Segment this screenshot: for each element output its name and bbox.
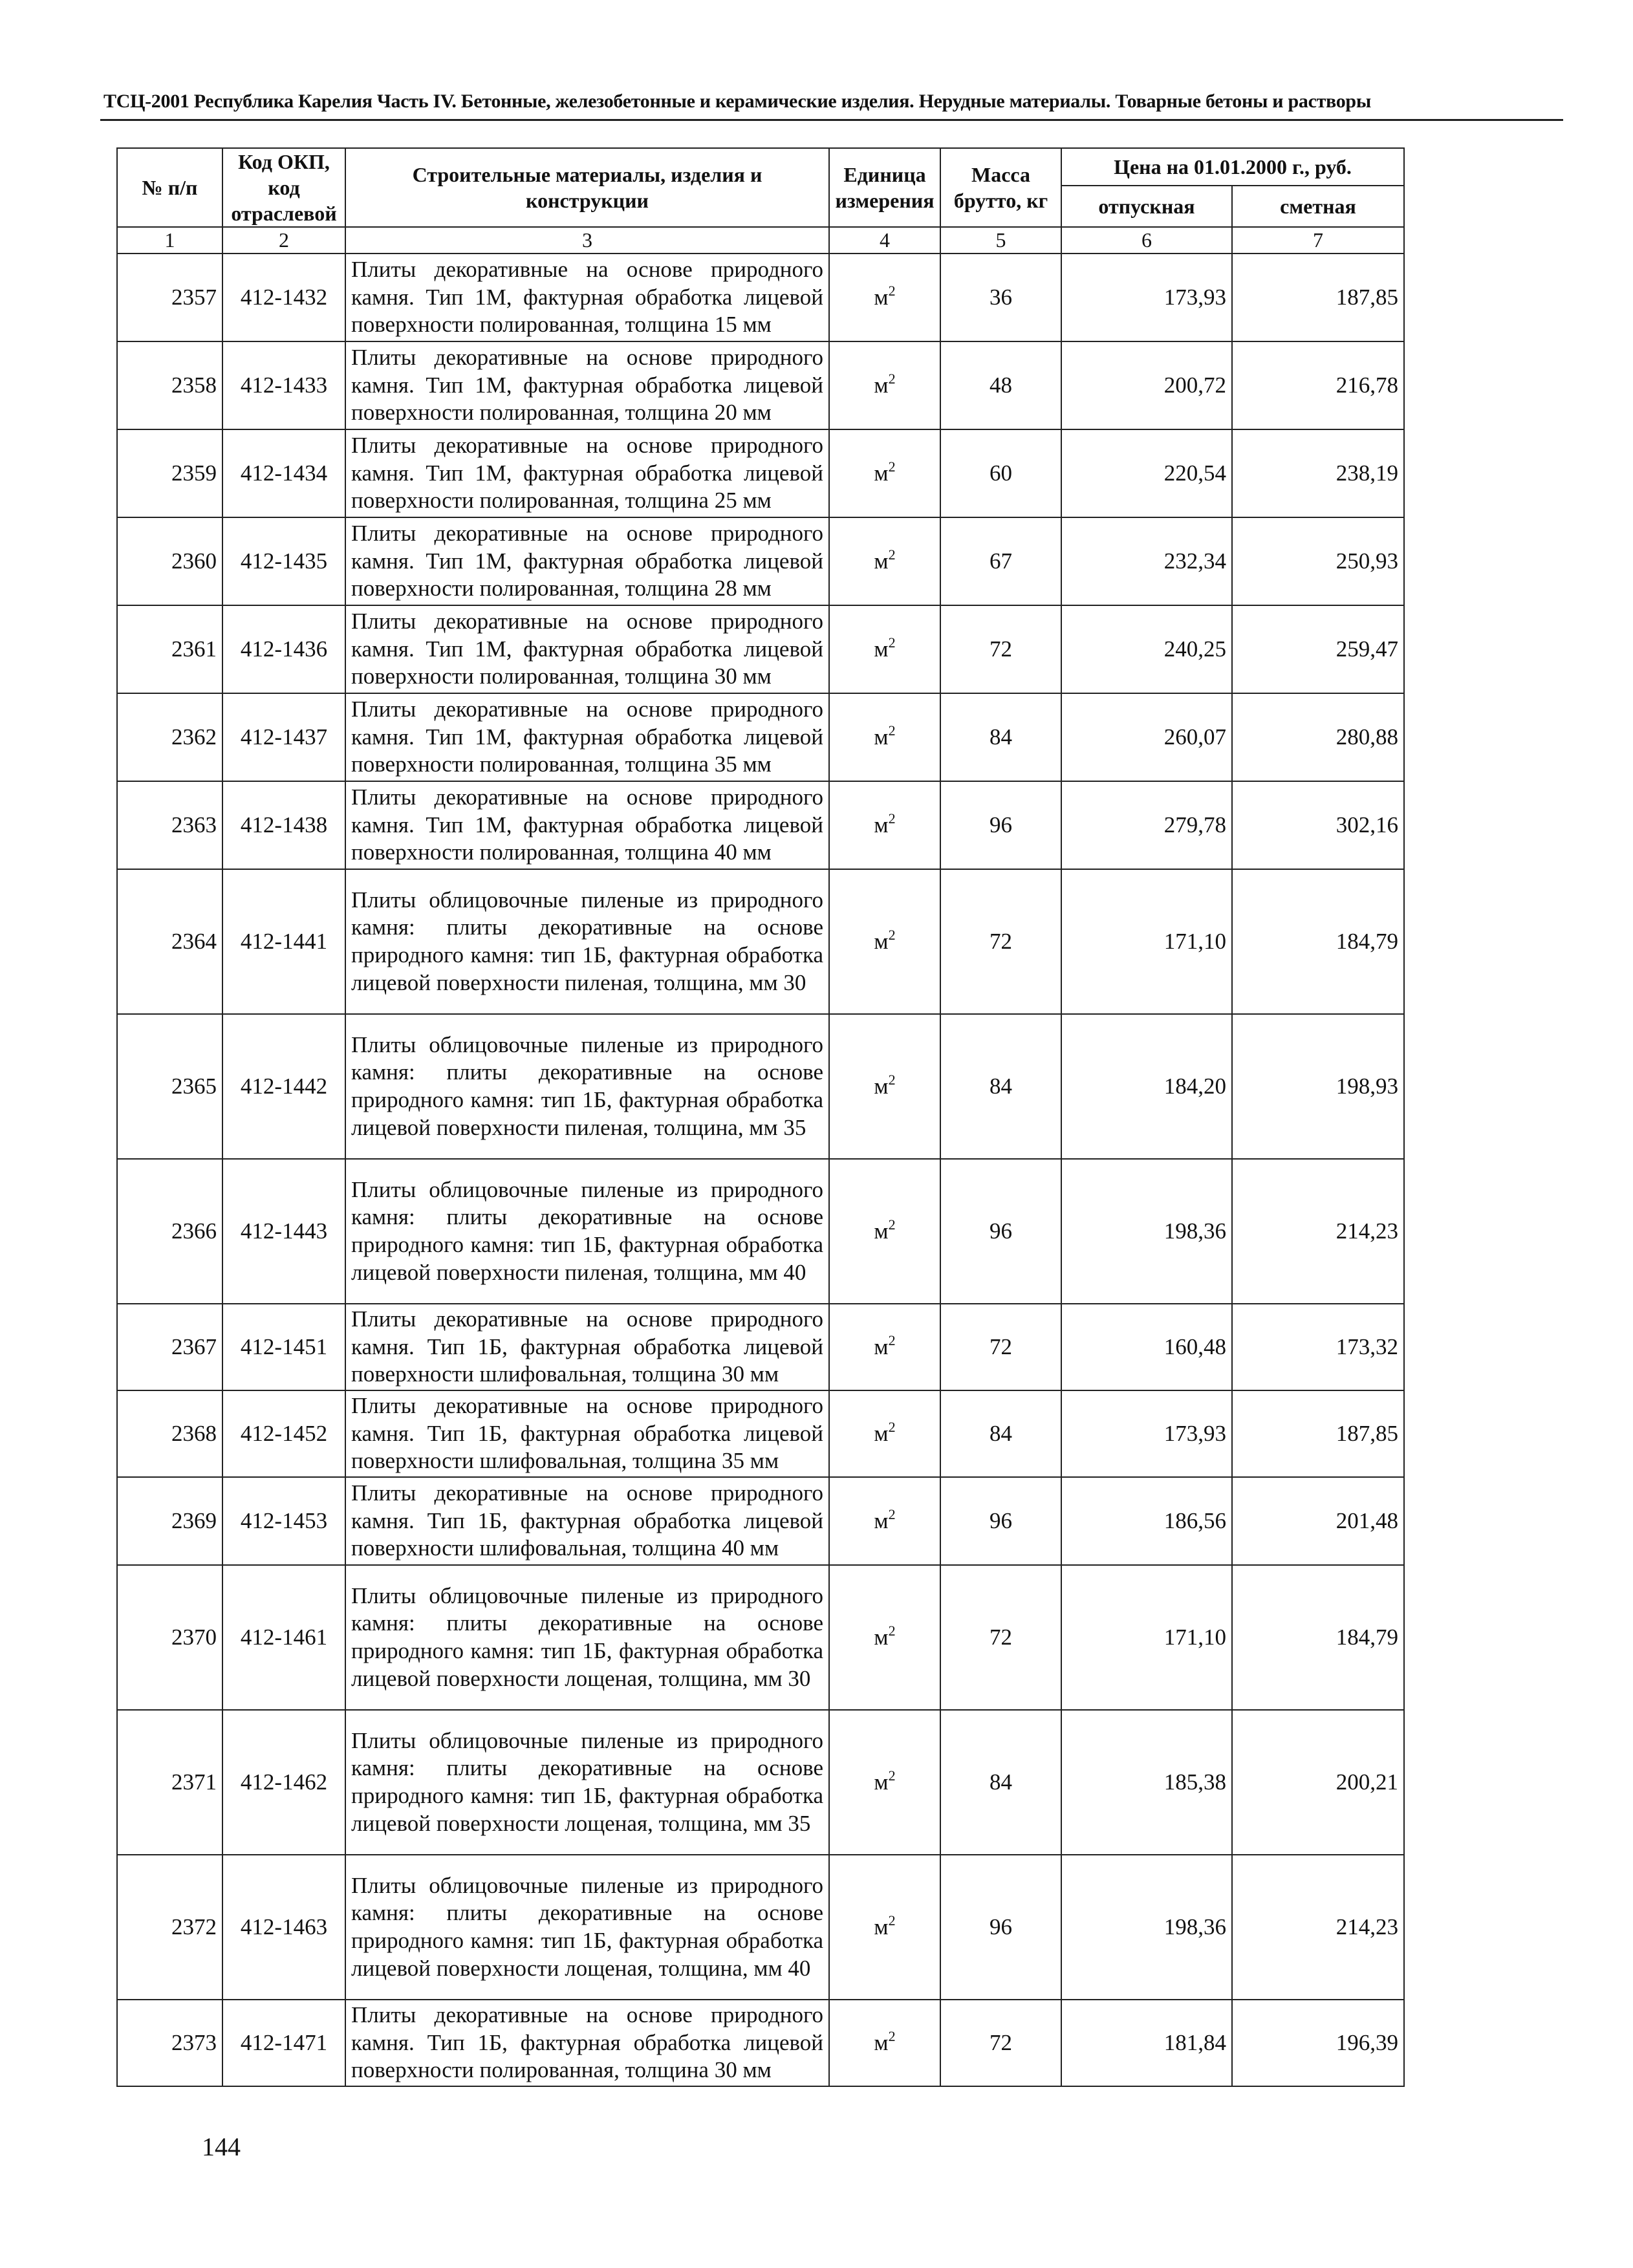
price-table (116, 147, 1405, 2087)
row-code: 412-1463 (222, 1855, 345, 2000)
row-code: 412-1471 (222, 2000, 345, 2086)
row-description: Плиты декоративные на основе природного камня. Тип 1М, фактурная обработка лицевой поверхности полированная, толщина 40 мм (345, 781, 829, 869)
column-number: 7 (1232, 227, 1404, 254)
row-price-estimate: 280,88 (1232, 693, 1404, 781)
row-number: 2357 (117, 254, 222, 341)
row-price-estimate: 196,39 (1232, 2000, 1404, 2086)
row-code: 412-1453 (222, 1477, 345, 1565)
table-row (117, 1390, 1404, 1477)
row-code: 412-1437 (222, 693, 345, 781)
row-number: 2366 (117, 1159, 222, 1304)
running-header: ТСЦ-2001 Республика Карелия Часть IV. Бетонные, железобетонные и керамические изделия. Нерудные материалы. Товарные бетоны и растворы (103, 91, 1371, 112)
unit-exponent: 2 (888, 1767, 896, 1784)
row-mass: 48 (940, 341, 1061, 429)
row-price-release: 198,36 (1061, 1159, 1232, 1304)
row-price-release: 184,20 (1061, 1014, 1232, 1159)
unit-exponent: 2 (888, 1071, 896, 1088)
row-price-estimate: 173,32 (1232, 1304, 1404, 1390)
row-description: Плиты облицовочные пиленые из природного камня: плиты декоративные на основе природного камня: тип 1Б, фактурная обработка лицевой поверхности лощеная, толщина, мм 35 (345, 1710, 829, 1855)
col-header-unit: Единица измерения (829, 148, 940, 227)
row-mass: 72 (940, 1304, 1061, 1390)
unit-exponent: 2 (888, 722, 896, 739)
row-code: 412-1443 (222, 1159, 345, 1304)
row-description: Плиты декоративные на основе природного камня. Тип 1М, фактурная обработка лицевой поверхности полированная, толщина 28 мм (345, 517, 829, 605)
row-description: Плиты декоративные на основе природного камня. Тип 1Б, фактурная обработка лицевой поверхности шлифовальная, толщина 30 мм (345, 1304, 829, 1390)
row-number: 2365 (117, 1014, 222, 1159)
row-mass: 72 (940, 1565, 1061, 1710)
row-mass: 96 (940, 781, 1061, 869)
unit-base: м (874, 812, 889, 837)
col-header-mass: Масса брутто, кг (940, 148, 1061, 227)
row-price-release: 232,34 (1061, 517, 1232, 605)
row-code: 412-1436 (222, 605, 345, 693)
table-row (117, 1477, 1404, 1565)
row-mass: 84 (940, 1014, 1061, 1159)
unit-exponent: 2 (888, 926, 896, 943)
row-unit (829, 254, 940, 341)
row-unit (829, 2000, 940, 2086)
row-description: Плиты облицовочные пиленые из природного камня: плиты декоративные на основе природного камня: тип 1Б, фактурная обработка лицевой поверхности лощеная, толщина, мм 40 (345, 1855, 829, 2000)
row-price-release: 171,10 (1061, 1565, 1232, 1710)
row-description: Плиты декоративные на основе природного камня. Тип 1Б, фактурная обработка лицевой поверхности полированная, толщина 30 мм (345, 2000, 829, 2086)
unit-base: м (874, 284, 889, 310)
row-code: 412-1462 (222, 1710, 345, 1855)
row-price-estimate: 200,21 (1232, 1710, 1404, 1855)
row-number: 2372 (117, 1855, 222, 2000)
unit-base: м (874, 724, 889, 750)
unit-base: м (874, 1420, 889, 1446)
unit-exponent: 2 (888, 2027, 896, 2044)
row-number: 2370 (117, 1565, 222, 1710)
row-price-release: 173,93 (1061, 254, 1232, 341)
row-price-estimate: 187,85 (1232, 254, 1404, 341)
row-mass: 84 (940, 1390, 1061, 1477)
row-description: Плиты декоративные на основе природного камня. Тип 1Б, фактурная обработка лицевой поверхности шлифовальная, толщина 35 мм (345, 1390, 829, 1477)
row-description: Плиты декоративные на основе природного камня. Тип 1М, фактурная обработка лицевой поверхности полированная, толщина 15 мм (345, 254, 829, 341)
row-mass: 84 (940, 1710, 1061, 1855)
row-code: 412-1441 (222, 869, 345, 1014)
unit-base: м (874, 636, 889, 662)
row-mass: 72 (940, 869, 1061, 1014)
row-price-release: 186,56 (1061, 1477, 1232, 1565)
row-number: 2363 (117, 781, 222, 869)
table-row (117, 1710, 1404, 1855)
table-row (117, 781, 1404, 869)
table-row (117, 1304, 1404, 1390)
row-price-release: 181,84 (1061, 2000, 1232, 2086)
unit-exponent: 2 (888, 1418, 896, 1435)
row-number: 2368 (117, 1390, 222, 1477)
row-mass: 96 (940, 1855, 1061, 2000)
unit-base: м (874, 1769, 889, 1795)
row-unit (829, 693, 940, 781)
row-price-estimate: 184,79 (1232, 1565, 1404, 1710)
row-price-estimate: 201,48 (1232, 1477, 1404, 1565)
row-price-estimate: 214,23 (1232, 1159, 1404, 1304)
page-number: 144 (202, 2132, 241, 2161)
table-row (117, 693, 1404, 781)
row-price-estimate: 198,93 (1232, 1014, 1404, 1159)
column-number: 1 (117, 227, 222, 254)
row-price-release: 200,72 (1061, 341, 1232, 429)
unit-exponent: 2 (888, 634, 896, 651)
row-mass: 60 (940, 429, 1061, 517)
column-number: 5 (940, 227, 1061, 254)
row-description: Плиты декоративные на основе природного камня. Тип 1М, фактурная обработка лицевой поверхности полированная, толщина 35 мм (345, 693, 829, 781)
row-price-release: 171,10 (1061, 869, 1232, 1014)
table-row (117, 517, 1404, 605)
unit-exponent: 2 (888, 1506, 896, 1522)
row-price-release: 279,78 (1061, 781, 1232, 869)
row-number: 2359 (117, 429, 222, 517)
table-row (117, 254, 1404, 341)
table-row (117, 1159, 1404, 1304)
row-price-release: 185,38 (1061, 1710, 1232, 1855)
unit-base: м (874, 1507, 889, 1533)
row-code: 412-1432 (222, 254, 345, 341)
row-number: 2360 (117, 517, 222, 605)
row-number: 2369 (117, 1477, 222, 1565)
table-row (117, 1565, 1404, 1710)
row-unit (829, 1855, 940, 2000)
table-row (117, 605, 1404, 693)
row-price-release: 220,54 (1061, 429, 1232, 517)
unit-exponent: 2 (888, 458, 896, 475)
row-unit (829, 605, 940, 693)
row-price-estimate: 184,79 (1232, 869, 1404, 1014)
row-number: 2367 (117, 1304, 222, 1390)
row-number: 2362 (117, 693, 222, 781)
row-number: 2361 (117, 605, 222, 693)
col-header-price-estimate: сметная (1232, 186, 1404, 227)
row-mass: 84 (940, 693, 1061, 781)
header-rule (100, 119, 1563, 121)
column-number: 4 (829, 227, 940, 254)
unit-base: м (874, 1073, 889, 1099)
row-description: Плиты декоративные на основе природного камня. Тип 1М, фактурная обработка лицевой поверхности полированная, толщина 20 мм (345, 341, 829, 429)
unit-base: м (874, 2029, 889, 2055)
row-unit (829, 869, 940, 1014)
row-unit (829, 429, 940, 517)
col-header-desc: Строительные материалы, изделия и конструкции (345, 148, 829, 227)
row-unit (829, 1304, 940, 1390)
row-unit (829, 1014, 940, 1159)
row-description: Плиты облицовочные пиленые из природного камня: плиты декоративные на основе природного камня: тип 1Б, фактурная обработка лицевой поверхности пиленая, толщина, мм 35 (345, 1014, 829, 1159)
column-number: 3 (345, 227, 829, 254)
column-number-row (117, 227, 1404, 254)
row-price-estimate: 238,19 (1232, 429, 1404, 517)
row-price-estimate: 302,16 (1232, 781, 1404, 869)
row-mass: 72 (940, 605, 1061, 693)
row-price-estimate: 250,93 (1232, 517, 1404, 605)
row-description: Плиты облицовочные пиленые из природного камня: плиты декоративные на основе природного камня: тип 1Б, фактурная обработка лицевой поверхности лощеная, толщина, мм 30 (345, 1565, 829, 1710)
row-code: 412-1433 (222, 341, 345, 429)
unit-base: м (874, 372, 889, 398)
row-number: 2371 (117, 1710, 222, 1855)
table-row (117, 429, 1404, 517)
column-number: 6 (1061, 227, 1232, 254)
unit-base: м (874, 1218, 889, 1244)
row-price-release: 260,07 (1061, 693, 1232, 781)
col-header-price-group: Цена на 01.01.2000 г., руб. (1061, 148, 1404, 186)
row-price-estimate: 187,85 (1232, 1390, 1404, 1477)
table-row (117, 1014, 1404, 1159)
unit-exponent: 2 (888, 546, 896, 563)
table-row (117, 1855, 1404, 2000)
col-header-price-release: отпускная (1061, 186, 1232, 227)
row-unit (829, 781, 940, 869)
row-description: Плиты декоративные на основе природного камня. Тип 1М, фактурная обработка лицевой поверхности полированная, толщина 25 мм (345, 429, 829, 517)
row-unit (829, 1565, 940, 1710)
row-description: Плиты облицовочные пиленые из природного камня: плиты декоративные на основе природного камня: тип 1Б, фактурная обработка лицевой поверхности пиленая, толщина, мм 30 (345, 869, 829, 1014)
table-row (117, 2000, 1404, 2086)
row-unit (829, 517, 940, 605)
row-price-estimate: 214,23 (1232, 1855, 1404, 2000)
table-row (117, 341, 1404, 429)
row-unit (829, 341, 940, 429)
unit-base: м (874, 1334, 889, 1359)
row-mass: 96 (940, 1159, 1061, 1304)
unit-exponent: 2 (888, 370, 896, 387)
unit-exponent: 2 (888, 1332, 896, 1348)
row-unit (829, 1159, 940, 1304)
row-price-estimate: 259,47 (1232, 605, 1404, 693)
row-code: 412-1435 (222, 517, 345, 605)
row-code: 412-1438 (222, 781, 345, 869)
unit-base: м (874, 548, 889, 574)
row-price-release: 240,25 (1061, 605, 1232, 693)
row-mass: 72 (940, 2000, 1061, 2086)
unit-exponent: 2 (888, 810, 896, 826)
row-price-release: 160,48 (1061, 1304, 1232, 1390)
col-header-num: № п/п (117, 148, 222, 227)
row-code: 412-1461 (222, 1565, 345, 1710)
row-code: 412-1451 (222, 1304, 345, 1390)
unit-base: м (874, 1624, 889, 1650)
row-unit (829, 1710, 940, 1855)
unit-exponent: 2 (888, 1622, 896, 1639)
row-code: 412-1442 (222, 1014, 345, 1159)
row-price-estimate: 216,78 (1232, 341, 1404, 429)
row-description: Плиты декоративные на основе природного камня. Тип 1М, фактурная обработка лицевой поверхности полированная, толщина 30 мм (345, 605, 829, 693)
table-row (117, 869, 1404, 1014)
unit-exponent: 2 (888, 1912, 896, 1928)
row-number: 2358 (117, 341, 222, 429)
unit-base: м (874, 1914, 889, 1939)
row-mass: 67 (940, 517, 1061, 605)
unit-exponent: 2 (888, 282, 896, 299)
row-unit (829, 1390, 940, 1477)
header-row (117, 148, 1404, 186)
row-mass: 96 (940, 1477, 1061, 1565)
row-mass: 36 (940, 254, 1061, 341)
row-code: 412-1452 (222, 1390, 345, 1477)
row-description: Плиты декоративные на основе природного камня. Тип 1Б, фактурная обработка лицевой поверхности шлифовальная, толщина 40 мм (345, 1477, 829, 1565)
col-header-code: Код ОКП, код отраслевой (222, 148, 345, 227)
table-body (117, 227, 1404, 2086)
row-description: Плиты облицовочные пиленые из природного камня: плиты декоративные на основе природного камня: тип 1Б, фактурная обработка лицевой поверхности пиленая, толщина, мм 40 (345, 1159, 829, 1304)
row-code: 412-1434 (222, 429, 345, 517)
row-unit (829, 1477, 940, 1565)
row-number: 2373 (117, 2000, 222, 2086)
row-number: 2364 (117, 869, 222, 1014)
unit-base: м (874, 460, 889, 486)
row-price-release: 198,36 (1061, 1855, 1232, 2000)
unit-exponent: 2 (888, 1216, 896, 1233)
row-price-release: 173,93 (1061, 1390, 1232, 1477)
unit-base: м (874, 928, 889, 954)
column-number: 2 (222, 227, 345, 254)
